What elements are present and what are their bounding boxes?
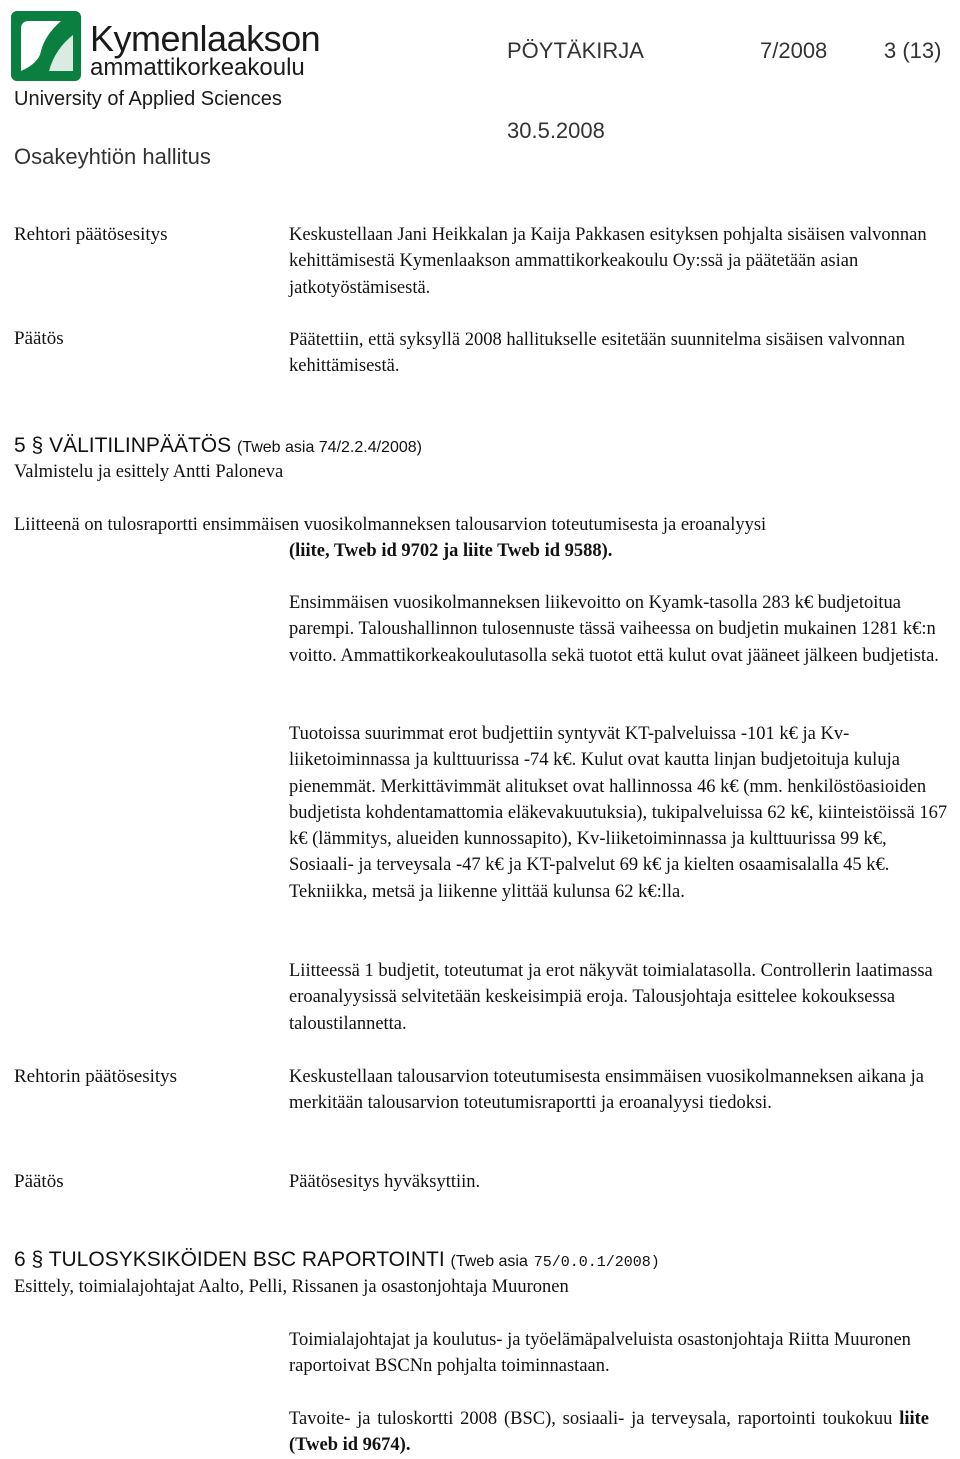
meeting-date: 30.5.2008 bbox=[507, 118, 605, 143]
proposal-text-5: Keskustellaan talousarvion toteutumisesta ensimmäisen vuosikolmanneksen aikana ja merkitään talousarvion toteutumisraportti ja eroanalyysi tiedoksi. bbox=[289, 1067, 925, 1114]
section-sign: § bbox=[31, 1248, 44, 1271]
section-6-heading bbox=[14, 1248, 660, 1272]
proposal-label-5: Rehtorin päätösesitys bbox=[14, 1066, 178, 1087]
logo-name: Kymenlaakson bbox=[90, 18, 321, 59]
section-ref-code: 75/0.0.1/2008) bbox=[533, 1254, 660, 1271]
section-ref-prefix: (Tweb asia bbox=[450, 1253, 528, 1270]
section-5-p2: Tuotoissa suurimmat erot budjettiin syntyvät KT-palveluissa -101 k€ ja Kv-liiketoiminnassa ja kulttuurissa -74 k€. Kulut ovat kautta linjan budjetoituja kuluja pienemmät. Merkittävimmät alitukset ovat hallinnossa 46 k€ (mm. henkilöstöasioiden budjetista kohdentamattomia eläkevakuutuksia), tukipalveluissa 62 k€, kiinteistöissä 167 k€ (lämmitys, alueiden kunnossapito), Kv-liiketoiminnassa ja kulttuurissa 99 k€, Sosiaali- ja terveysala -47 k€ ja KT-palvelut 69 k€ ja kielten osaamisalalla 45 k€. Tekniikka, metsä ja liikenne ylittää kulunsa 62 k€:lla. bbox=[289, 724, 948, 902]
governing-body: Osakeyhtiön hallitus bbox=[14, 144, 211, 169]
section-6-p2 bbox=[289, 1406, 929, 1459]
section-6-presenters: Esittely, toimialajohtajat Aalto, Pelli, Rissanen ja osastonjohtaja Muuronen bbox=[14, 1277, 569, 1297]
logo-english: University of Applied Sciences bbox=[14, 88, 282, 110]
decision-text-5: Päätösesitys hyväksyttiin. bbox=[289, 1172, 481, 1192]
section-number: 6 bbox=[14, 1248, 26, 1271]
section-title: VÄLITILINPÄÄTÖS bbox=[49, 434, 232, 457]
intro-attachment bbox=[289, 538, 612, 564]
doc-type: PÖYTÄKIRJA bbox=[507, 38, 644, 63]
section-ref: (Tweb asia 74/2.2.4/2008) bbox=[236, 439, 422, 456]
proposal-text: Keskustellaan Jani Heikkalan ja Kaija Pakkasen esityksen pohjalta sisäisen valvonnan kehittämisestä Kymenlaakson ammattikorkeakoulu Oy:ssä ja päätetään asian jatkotyöstämisestä. bbox=[289, 225, 927, 298]
section-5-p1: Ensimmäisen vuosikolmanneksen liikevoitto on Kyamk-tasolla 283 k€ budjetoitua parempi. Taloushallinnon tulosennuste tässä vaiheessa on budjetin mukainen 1281 k€:n voitto. Ammattikorkeakoulutasolla sekä tuotot että kulut ovat jääneet jälkeen budjetista. bbox=[289, 593, 939, 666]
section-title: TULOSYKSIKÖIDEN BSC RAPORTOINTI bbox=[48, 1248, 445, 1271]
doc-number: 7/2008 bbox=[760, 38, 828, 63]
section-5-intro bbox=[14, 512, 954, 538]
attachment-ref: (liite, Tweb id 9702 ja liite Tweb id 9588). bbox=[289, 541, 613, 561]
section-number: 5 bbox=[14, 434, 26, 457]
proposal-label: Rehtori päätösesitys bbox=[14, 224, 168, 245]
decision-text: Päätettiin, että syksyllä 2008 hallitukselle esitetään suunnitelma sisäisen valvonnan kehittämisestä. bbox=[289, 330, 906, 377]
section-5-p3: Liitteessä 1 budjetit, toteutumat ja erot näkyvät toimialatasolla. Controllerin laatimassa eroanalyysissä selvitetään keskeisimpiä eroja. Talousjohtaja esittelee kokouksessa taloustilannetta. bbox=[289, 961, 933, 1034]
section-6-p1: Toimialajohtajat ja koulutus- ja työelämäpalveluista osastonjohtaja Riitta Muuronen raportoivat BSCNn pohjalta toiminnastaan. bbox=[289, 1330, 911, 1377]
intro-text: Liitteenä on tulosraportti ensimmäisen vuosikolmanneksen talousarvion toteutumisesta ja eroanalyysi bbox=[14, 515, 767, 535]
section-5-preparer: Valmistelu ja esittely Antti Paloneva bbox=[14, 462, 284, 482]
decision-label: Päätös bbox=[14, 328, 64, 349]
p2-attachment: liite (Tweb id 9674). bbox=[289, 1409, 929, 1456]
logo-sub: ammattikorkeakoulu bbox=[90, 54, 305, 81]
decision-label-5: Päätös bbox=[14, 1171, 64, 1192]
page-number: 3 (13) bbox=[884, 38, 942, 63]
section-5-heading bbox=[14, 434, 422, 458]
section-sign: § bbox=[31, 434, 44, 457]
p2-text: Tavoite- ja tuloskortti 2008 (BSC), sosiaali- ja terveysala, raportointi toukokuu bbox=[289, 1409, 893, 1429]
kyamk-logo-icon bbox=[11, 11, 81, 81]
